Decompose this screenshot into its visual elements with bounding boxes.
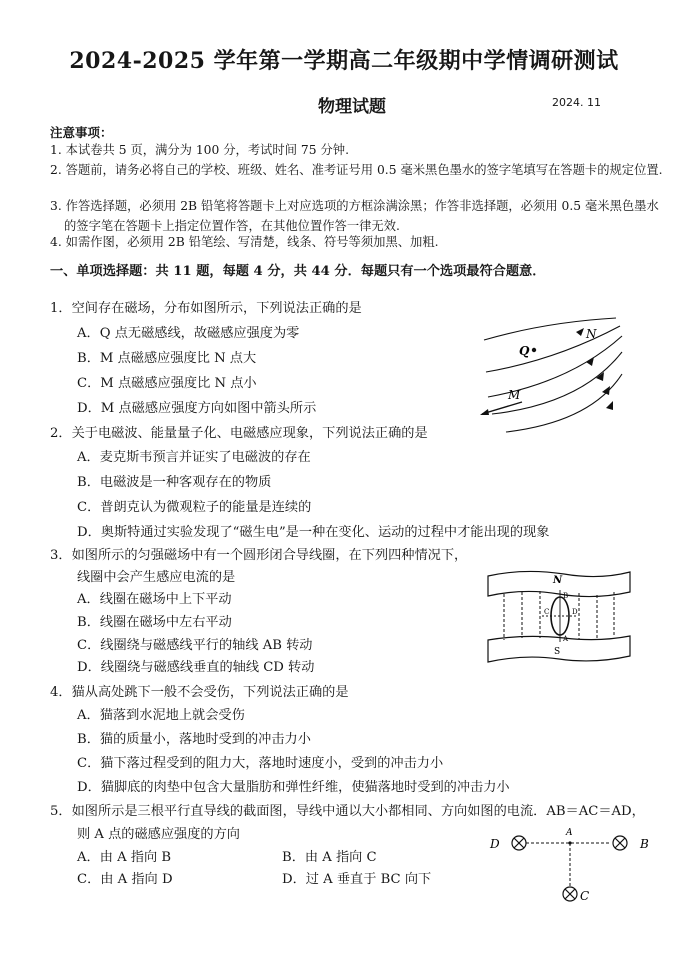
question-4-option-b: B．猫的质量小，落地时受到的冲击力小 — [77, 732, 311, 747]
section-heading: 一、单项选择题：共 11 题，每题 4 分，共 44 分．每题只有一个选项最符合题意． — [50, 264, 546, 279]
question-3-label-s: S — [554, 647, 561, 657]
question-5-label-a: A — [566, 828, 573, 838]
question-5-label-d: D — [490, 837, 500, 851]
question-3-label-c: C — [544, 608, 550, 616]
question-3-label-d: D — [572, 608, 578, 616]
note-item-2: 2. 答题前，请务必将自己的学校、班级、姓名、准考证号用 0.5 毫米黑色墨水的签字笔填写在答题卡的规定位置. — [50, 163, 663, 177]
question-4-stem: 4．猫从高处跳下一般不会受伤，下列说法正确的是 — [50, 685, 349, 700]
question-1-option-a: A．Q 点无磁感线，故磁感应强度为零 — [77, 326, 300, 341]
question-3-option-d: D．线圈绕与磁感线垂直的轴线 CD 转动 — [77, 660, 315, 675]
question-4-option-c: C．猫下落过程受到的阻力大，落地时速度小，受到的冲击力小 — [77, 756, 444, 771]
question-5-option-b: B．由 A 指向 C — [282, 850, 377, 865]
question-1-option-b: B．M 点磁感应强度比 N 点大 — [77, 351, 257, 366]
question-4-option-a: A．猫落到水泥地上就会受伤 — [77, 708, 245, 723]
question-2-option-b: B．电磁波是一种客观存在的物质 — [77, 475, 272, 490]
question-5-label-b: B — [640, 837, 649, 851]
question-2-option-c: C．普朗克认为微观粒子的能量是连续的 — [77, 500, 312, 515]
notes-heading: 注意事项： — [50, 125, 113, 140]
question-3-option-b: B．线圈在磁场中左右平动 — [77, 615, 232, 630]
question-1-stem: 1．空间存在磁场，分布如图所示，下列说法正确的是 — [50, 301, 362, 316]
question-5-wire-b — [613, 836, 627, 850]
question-3-option-c: C．线圈绕与磁感线平行的轴线 AB 转动 — [77, 638, 313, 653]
question-2-stem: 2．关于电磁波、能量量子化、电磁感应现象，下列说法正确的是 — [50, 426, 428, 441]
question-3-stem-line-2: 线圈中会产生感应电流的是 — [77, 570, 236, 585]
note-item-1: 1. 本试卷共 5 页，满分为 100 分，考试时间 75 分钟. — [50, 143, 349, 157]
question-5-wires-figure — [484, 824, 660, 910]
question-5-stem-line-1: 5．如图所示是三根平行直导线的截面图，导线中通以大小都相同、方向如图的电流．AB＝AC＝AD， — [50, 804, 645, 819]
question-1-field-figure — [476, 312, 624, 436]
question-1-label-q: Q — [519, 344, 530, 358]
question-1-label-m: M — [508, 388, 521, 402]
question-5-label-c: C — [580, 889, 590, 903]
question-5-wire-d — [512, 836, 526, 850]
question-5-option-d: D．过 A 垂直于 BC 向下 — [282, 872, 432, 887]
question-3-label-a: A — [563, 635, 569, 643]
question-5-option-a: A．由 A 指向 B — [77, 850, 172, 865]
question-3-stem-line-1: 3．如图所示的匀强磁场中有一个圆形闭合导线圈，在下列四种情况下， — [50, 548, 468, 563]
question-5-wire-c — [563, 887, 577, 901]
question-1-option-d: D．M 点磁感应强度方向如图中箭头所示 — [77, 401, 317, 416]
question-3-label-b: B — [563, 592, 569, 600]
question-2-option-a: A．麦克斯韦预言并证实了电磁波的存在 — [77, 450, 311, 465]
question-3-label-n: N — [553, 575, 563, 586]
question-5-point-a — [568, 841, 571, 844]
question-4-option-d: D．猫脚底的肉垫中包含大量脂肪和弹性纤维，使猫落地时受到的冲击力小 — [77, 780, 510, 795]
question-5-stem-line-2: 则 A 点的磁感应强度的方向 — [77, 827, 240, 842]
subject-title: 物理试题 — [318, 97, 386, 117]
question-3-magnet-figure — [484, 566, 634, 668]
question-3-option-a: A．线圈在磁场中上下平动 — [77, 592, 232, 607]
note-item-4: 4. 如需作图，必须用 2B 铅笔绘、写清楚，线条、符号等须加黑、加粗. — [50, 235, 439, 249]
question-2-option-d: D．奥斯特通过实验发现了“磁生电”是一种在变化、运动的过程中才能出现的现象 — [77, 525, 550, 540]
question-1-option-c: C．M 点磁感应强度比 N 点小 — [77, 376, 257, 391]
note-item-3: 3. 作答选择题，必须用 2B 铅笔将答题卡上对应选项的方框涂满涂黑；作答非选择题，必须用 0.5 毫米黑色墨水的签字笔在答题卡上指定位置作答，在其他位置作答一律无效. — [50, 199, 659, 233]
exam-title: 2024-2025 学年第一学期高二年级期中学情调研测试 — [69, 48, 619, 74]
question-1-q-point — [532, 348, 536, 352]
question-1-label-n: N — [586, 327, 597, 341]
exam-date: 2024. 11 — [552, 96, 601, 109]
question-5-option-c: C．由 A 指向 D — [77, 872, 173, 887]
